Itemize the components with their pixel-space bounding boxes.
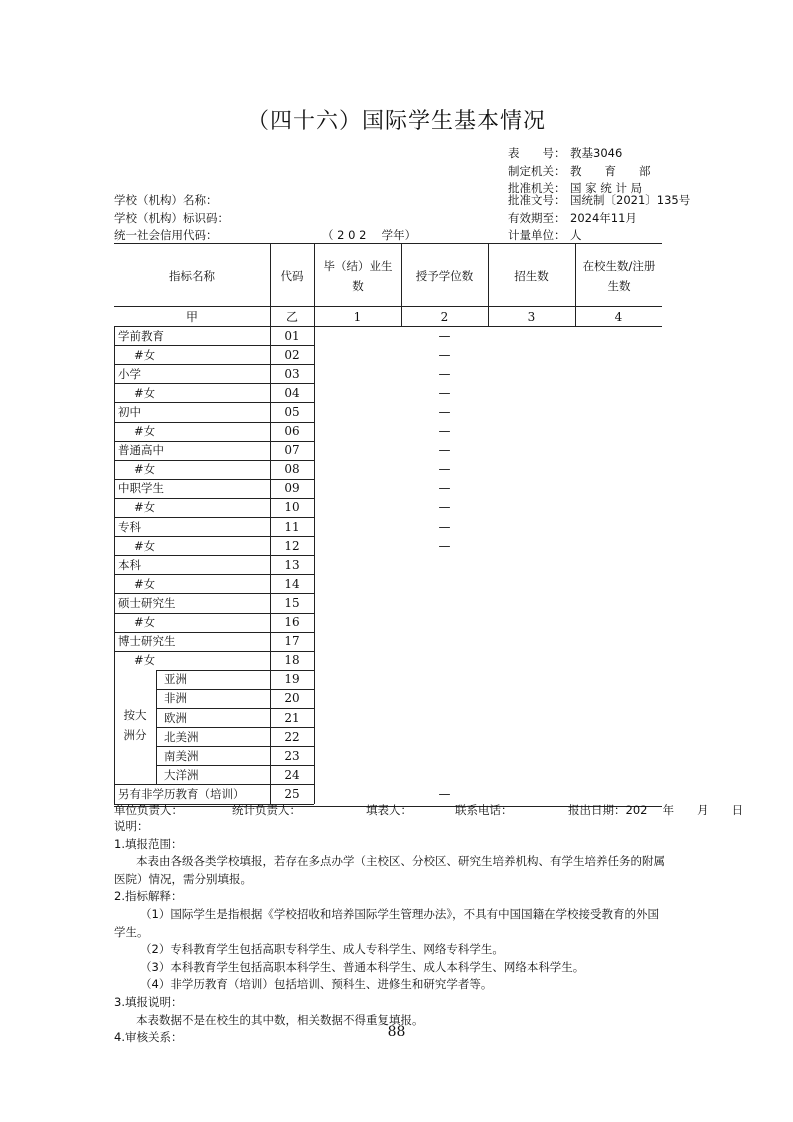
row-indicator-name: #女 [134,347,156,362]
school-code-label: 学校（机构）标识码： [114,211,229,225]
row-indicator-name: 本科 [118,557,141,572]
row-degree-dash: — [438,500,451,515]
row-code: 21 [284,710,300,725]
row-code: 16 [284,615,300,630]
row-indicator-name: #女 [134,538,156,553]
row-code: 12 [284,538,300,553]
row-indicator-name: #女 [134,424,156,439]
table-top-rule [114,243,662,244]
table-rule [314,243,315,326]
meta-value: 2024年11月 [570,211,637,225]
row-indicator-name: 专科 [118,519,141,534]
row-code: 17 [284,634,300,649]
table-rule [488,243,489,326]
row-indicator-name: 非洲 [164,691,187,706]
table-rule [114,306,662,307]
row-indicator-name: 北美洲 [164,729,199,744]
row-code: 10 [284,500,300,515]
school-name-label: 学校（机构）名称： [114,193,218,207]
footer-filler: 填表人： [366,803,412,817]
row-code: 08 [284,462,300,477]
note-line: 学生。 [114,924,149,939]
row-code: 04 [284,385,300,400]
row-code: 07 [284,443,300,458]
row-code: 24 [284,767,300,782]
page-title: （四十六）国际学生基本情况 [246,109,546,134]
row-indicator-name: 初中 [118,404,141,419]
note-line: （4）非学历教育（培训）包括培训、预科生、进修生和研究学者等。 [140,977,493,992]
row-indicator-name: #女 [134,576,156,591]
meta-label: 制定机关： [508,164,566,178]
row-indicator-name: #女 [134,653,156,668]
note-line: （2）专科教育学生包括高职专科学生、成人专科学生、网络专科学生。 [140,942,504,957]
note-line: 4.审核关系： [114,1030,183,1045]
meta-value: 教 育 部 [570,164,651,178]
header-jia: 甲 [185,310,198,324]
note-line: 医院）情况，需分别填报。 [114,871,252,886]
row-indicator-name: 中职学生 [118,481,164,496]
note-line: 本表由各级各类学校填报，若存在多点办学（主校区、分校区、研究生培养机构、有学生培养任务的附属 [136,854,665,869]
table-rule [114,326,662,327]
continent-group-label [114,668,156,782]
row-indicator-name: 学前教育 [118,328,164,343]
note-line: 本表数据不是在校生的其中数，相关数据不得重复填报。 [136,1012,424,1027]
header-in-school: 在校生数/注册生数 [582,259,656,293]
meta-label: 计量单位： [508,228,566,242]
row-indicator-name: 硕士研究生 [118,595,176,610]
meta-label: 表 号： [508,146,566,160]
row-code: 14 [284,576,300,591]
meta-label: 批准机关： [508,181,566,195]
row-indicator-name: 亚洲 [164,672,187,687]
footer-report-date: 报出日期：202 年 月 日 [568,803,744,817]
header-col-4: 4 [614,309,623,324]
row-indicator-name: 博士研究生 [118,634,176,649]
note-line: 1.填报范围： [114,836,183,851]
page-number: 88 [387,1024,406,1040]
meta-label: 批准文号： [508,193,566,207]
table-rule [401,243,402,326]
row-code: 13 [284,557,300,572]
meta-label: 有效期至： [508,211,566,225]
row-degree-dash: — [438,462,451,477]
table-rule [270,243,271,326]
header-col-1: 1 [353,309,362,324]
row-degree-dash: — [438,443,451,458]
header-degrees: 授予学位数 [415,269,474,283]
row-degree-dash: — [438,519,451,534]
row-degree-dash: — [438,347,451,362]
header-col-2: 2 [440,309,449,324]
row-indicator-name: #女 [134,385,156,400]
header-indicator: 指标名称 [169,269,215,283]
row-code: 15 [284,595,300,610]
note-line: 说明： [114,819,149,833]
footer-unit-head: 单位负责人： [114,803,183,817]
table-rule [156,670,157,785]
row-code: 22 [284,729,300,744]
row-indicator-name: 小学 [118,366,141,381]
school-year: （ 2 0 2 学年） [322,228,417,242]
note-line: 3.填报说明： [114,995,183,1009]
credit-code-label: 统一社会信用代码： [114,228,218,242]
header-yi: 乙 [285,310,298,324]
header-enrollment: 招生数 [514,269,549,283]
row-indicator-name: 另有非学历教育（培训） [118,786,245,801]
row-degree-dash: — [438,481,451,496]
row-indicator-name: 南美洲 [164,748,199,763]
row-code: 05 [284,404,300,419]
row-degree-dash: — [438,385,451,400]
row-code: 06 [284,424,300,439]
row-code: 09 [284,481,300,496]
row-degree-dash: — [438,404,451,419]
row-degree-dash: — [438,424,451,439]
row-code: 23 [284,748,300,763]
row-degree-dash: — [438,366,451,381]
meta-value: 人 [570,228,582,242]
row-indicator-name: #女 [134,615,156,630]
continent-group-text: 按大洲分 [123,708,147,742]
note-line: 2.指标解释： [114,889,183,904]
row-code: 11 [284,519,300,534]
row-degree-dash: — [438,538,451,553]
footer-phone: 联系电话： [455,803,513,817]
table-rule [270,326,271,804]
row-code: 20 [284,691,300,706]
row-indicator-name: #女 [134,500,156,515]
meta-value: 国 家 统 计 局 [570,181,643,195]
row-indicator-name: #女 [134,462,156,477]
row-degree-dash: — [438,328,451,343]
header-col-3: 3 [527,309,536,324]
header-graduates: 毕（结）业生数 [323,259,393,293]
row-code: 25 [284,786,300,801]
row-indicator-name: 欧洲 [164,710,187,725]
meta-value: 教基3046 [570,146,623,160]
row-code: 19 [284,672,300,687]
row-indicator-name: 大洋洲 [164,767,199,782]
row-code: 01 [284,328,300,343]
row-code: 18 [284,653,300,668]
table-left-rule [114,326,115,804]
table-rule [314,326,315,804]
table-rule [575,243,576,326]
note-line: （3）本科教育学生包括高职本科学生、普通本科学生、成人本科学生、网络本科学生。 [140,959,585,974]
row-indicator-name: 普通高中 [118,443,164,458]
row-code: 02 [284,347,300,362]
header-code: 代码 [280,269,304,283]
row-code: 03 [284,366,300,381]
meta-value: 国统制〔2021〕135号 [570,193,691,207]
footer-stat-head: 统计负责人： [232,803,301,817]
row-degree-dash: — [438,786,451,801]
note-line: （1）国际学生是指根据《学校招收和培养国际学生管理办法》，不具有中国国籍在学校接受教育的外国 [140,907,660,921]
